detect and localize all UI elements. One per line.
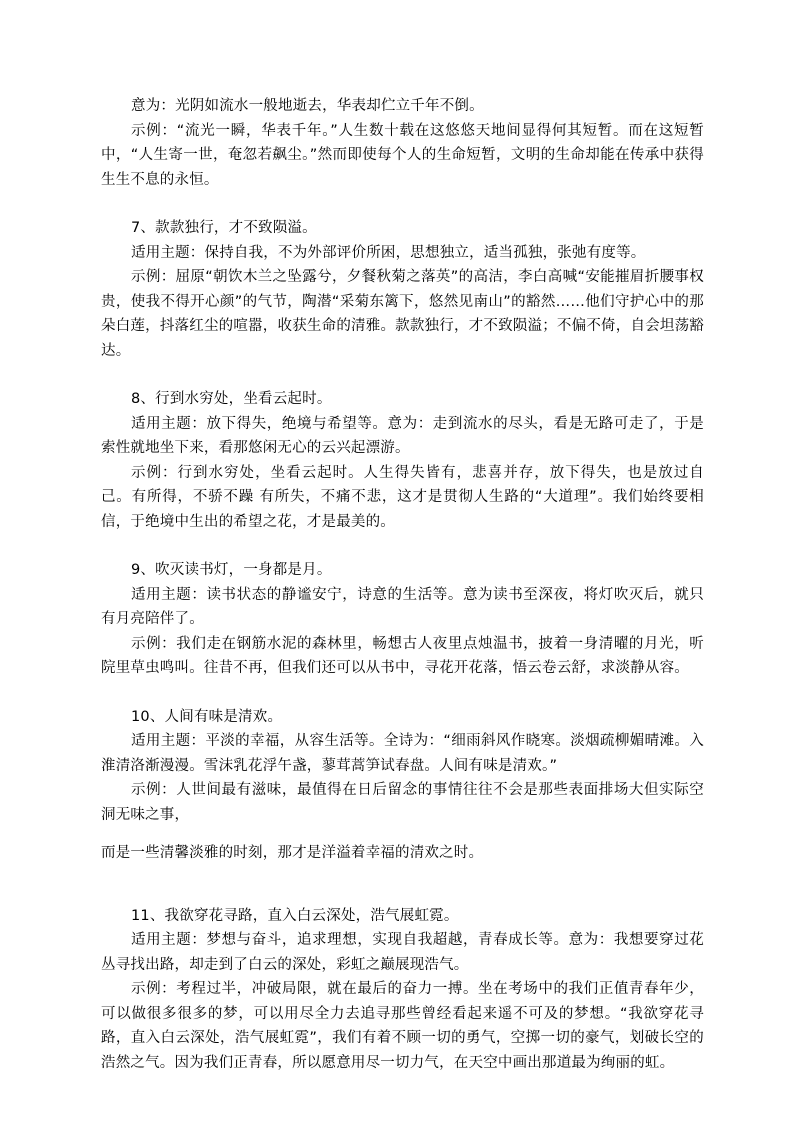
section-heading-11: 11、我欲穿花寻路，直入白云深处，浩气展虹霓。 bbox=[131, 907, 459, 924]
example-paragraph: 示例：行到水穷处，坐看云起时。人生得失皆有，悲喜并存，放下得失，也是放过自己。有所得，不骄不躁 有所失，不痛不悲，这才是贯彻人生路的“大道理”。我们始终要相信，于绝境中生出的希望之花，才是最美的。 bbox=[101, 464, 704, 530]
example-paragraph: 示例：“流光一瞬，华表千年。”人生数十载在这悠悠天地间显得何其短暂。而在这短暂中，“人生寄一世，奄忽若飙尘。”然而即使每个人的生命短暂，文明的生命却能在传承中获得生生不息的永恒。 bbox=[101, 122, 704, 188]
theme-paragraph: 适用主题：平淡的幸福，从容生活等。全诗为：“细雨斜风作晓寒。淡烟疏柳媚晴滩。入淮清洛渐漫漫。雪沫乳花浮午盏，蓼茸蒿笋试春盘。人间有味是清欢。” bbox=[101, 733, 704, 774]
spacer bbox=[101, 890, 704, 904]
theme-paragraph: 适用主题：梦想与奋斗，追求理想，实现自我超越，青春成长等。意为：我想要穿过花丛寻找出路，却走到了白云的深处，彩虹之巅展现浩气。 bbox=[101, 932, 704, 973]
example-paragraph: 示例：屈原“朝饮木兰之坠露兮，夕餐秋菊之落英”的高洁，李白高喊“安能摧眉折腰事权贵，使我不得开心颜”的气节，陶潜“采菊东篱下，悠然见南山”的豁然……他们守护心中的那朵白莲，抖落红尘的喧嚣，收获生命的清雅。款款独行，才不致陨溢；不偏不倚，自会坦荡豁达。 bbox=[101, 269, 704, 359]
spacer bbox=[101, 534, 704, 558]
theme-paragraph: 适用主题：放下得失，绝境与希望等。意为：走到流水的尽头，看是无路可走了，于是索性就地坐下来，看那悠闲无心的云兴起漂游。 bbox=[101, 415, 704, 456]
theme-paragraph: 适用主题：读书状态的静谧安宁，诗意的生活等。意为读书至深夜，将灯吹灭后，就只有月亮陪伴了。 bbox=[101, 586, 704, 627]
section-heading-9: 9、吹灭读书灯，一身都是月。 bbox=[131, 562, 332, 578]
example-paragraph: 示例：我们走在钢筋水泥的森林里，畅想古人夜里点烛温书，披着一身清曜的月光，听院里草虫鸣叫。往昔不再，但我们还可以从书中，寻花开花落，悟云卷云舒，求淡静从容。 bbox=[101, 635, 704, 676]
spacer bbox=[101, 681, 704, 705]
spacer bbox=[101, 363, 704, 387]
spacer bbox=[101, 192, 704, 216]
theme-paragraph: 适用主题：保持自我，不为外部评价所困，思想独立，适当孤独，张弛有度等。 bbox=[131, 244, 646, 261]
section-heading-10: 10、人间有味是清欢。 bbox=[131, 708, 283, 725]
spacer bbox=[101, 866, 704, 890]
example-paragraph: 示例：人世间最有滋味，最值得在日后留念的事情往往不会是那些表面排场大但实际空洞无味之事， bbox=[101, 782, 704, 823]
example-continuation: 而是一些清馨淡雅的时刻，那才是洋溢着幸福的清欢之时。 bbox=[101, 845, 484, 861]
meaning-line: 意为：光阴如流水一般地逝去，华表却伫立千年不倒。 bbox=[131, 98, 484, 114]
section-heading-7: 7、款款独行，才不致陨溢。 bbox=[131, 220, 317, 236]
spacer bbox=[101, 827, 704, 841]
example-paragraph: 示例：考程过半，冲破局限，就在最后的奋力一搏。坐在考场中的我们正值青春年少，可以做很多很多的梦，可以用尽全力去追寻那些曾经看起来遥不可及的梦想。“我欲穿花寻路，直入白云深处，浩气展虹霓”，我们有着不顾一切的勇气，空掷一切的豪气，划破长空的浩然之气。因为我们正青春，所以愿意用尽一切力气，在天空中画出那道最为绚丽的虹。 bbox=[101, 981, 704, 1071]
section-heading-8: 8、行到水穷处，坐看云起时。 bbox=[131, 391, 332, 407]
